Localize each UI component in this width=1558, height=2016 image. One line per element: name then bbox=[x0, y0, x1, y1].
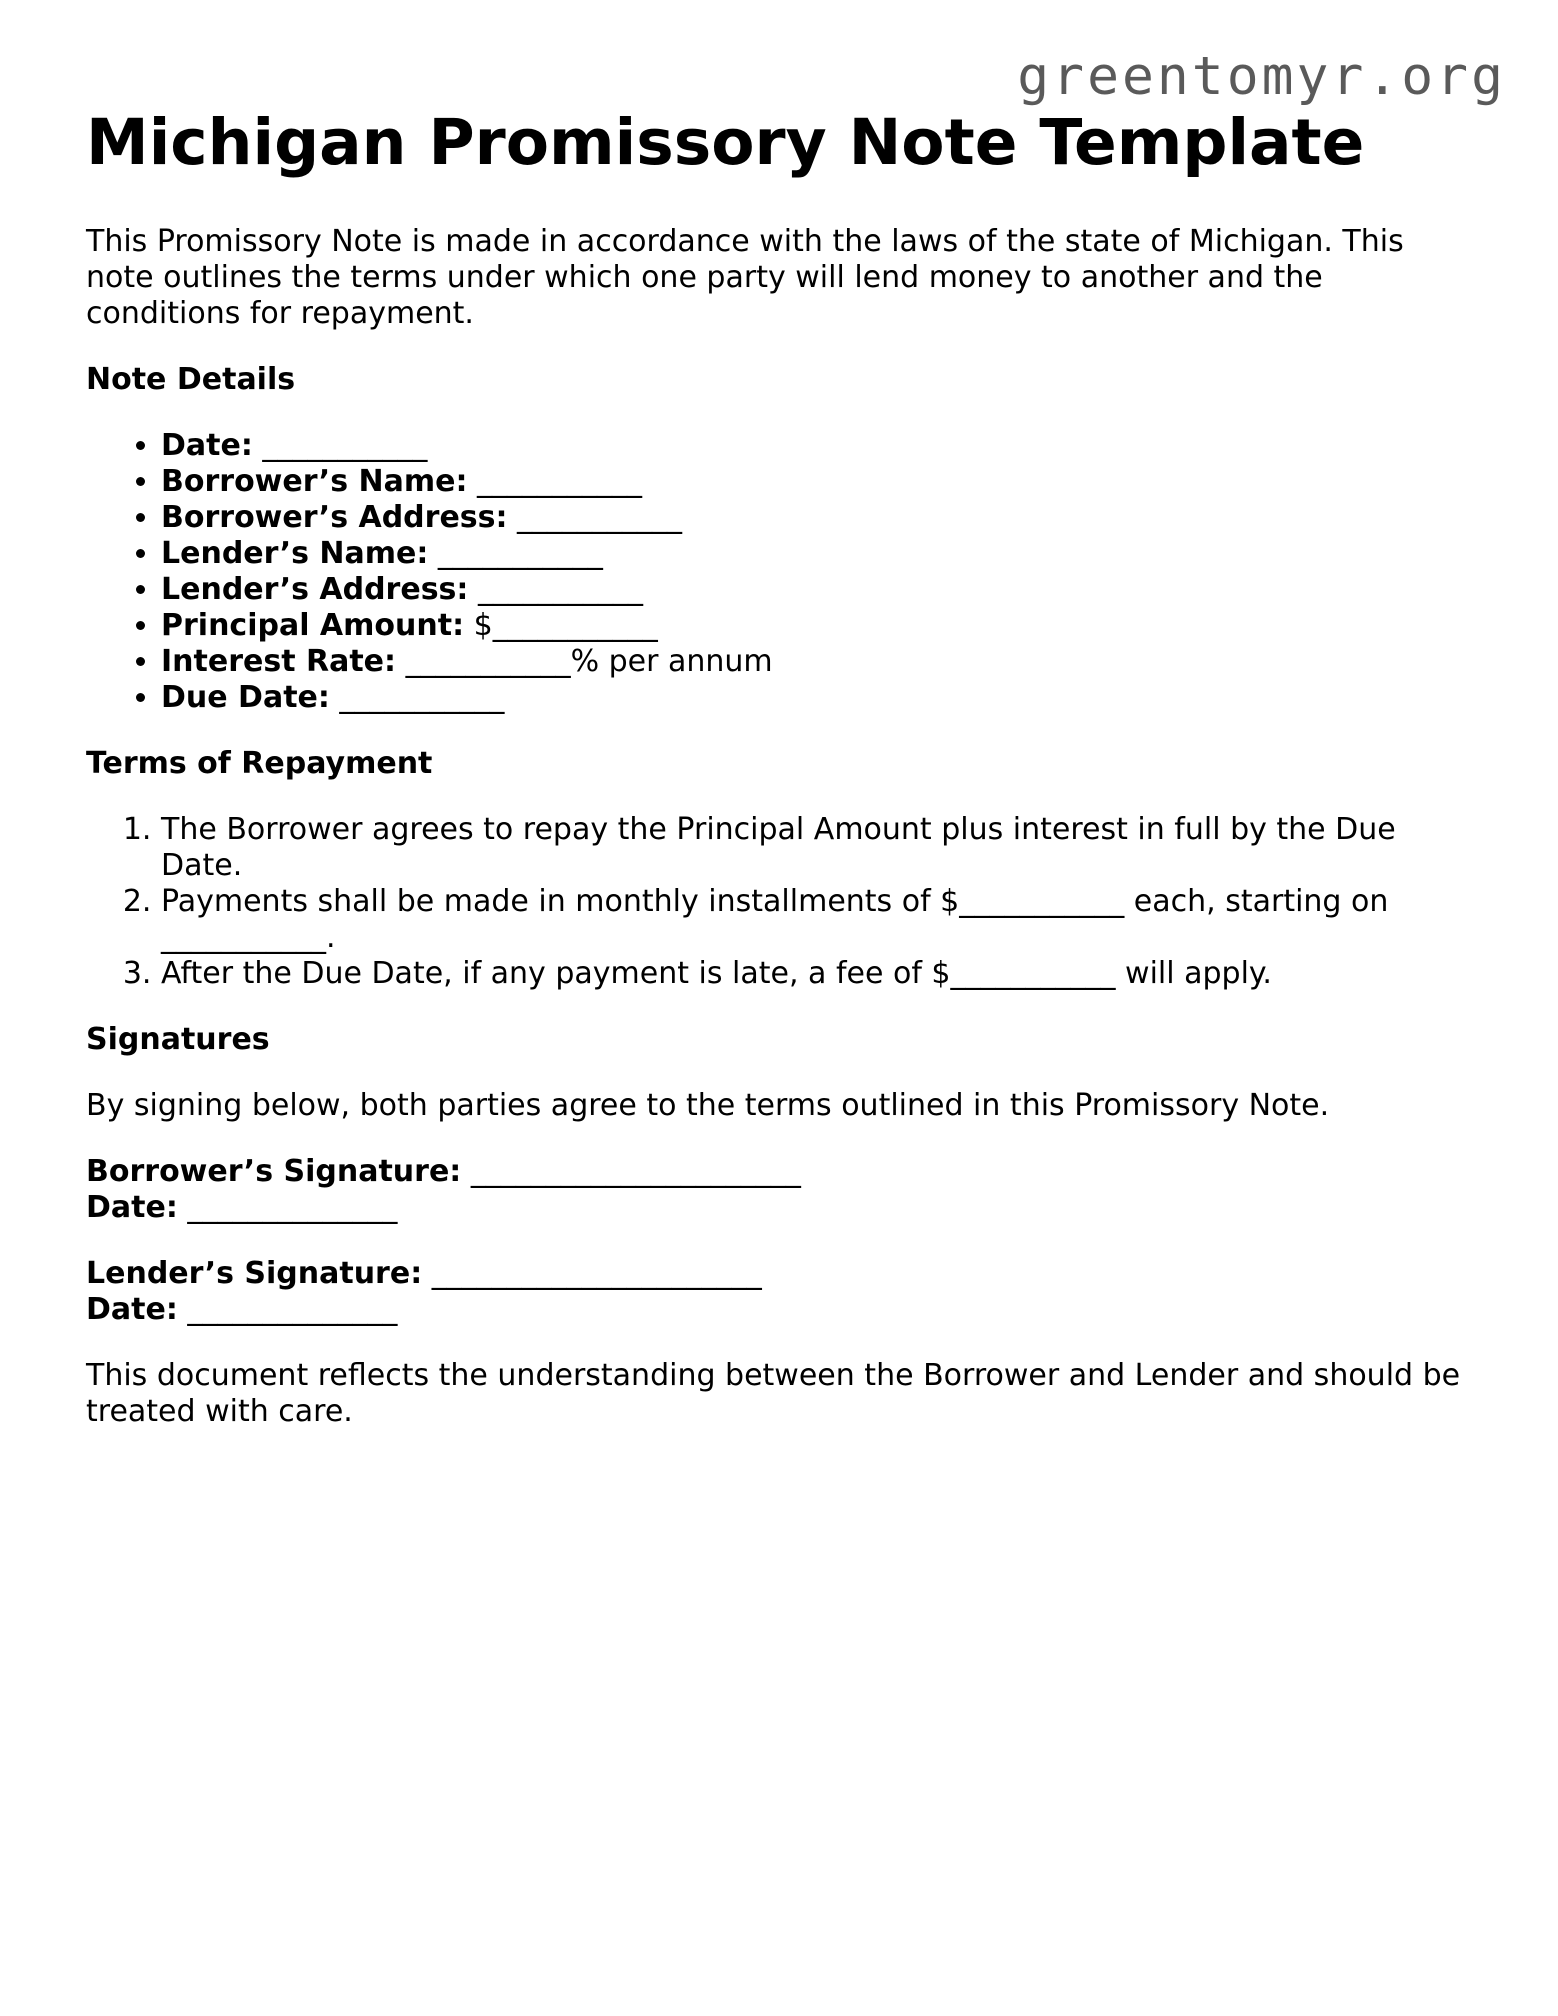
document-body bbox=[86, 102, 1486, 1460]
field-label: Principal Amount: bbox=[161, 608, 465, 643]
borrower-signature-field[interactable]: ______________________ bbox=[461, 1154, 801, 1189]
field-label: Date: bbox=[161, 428, 253, 463]
list-item-lender-name bbox=[161, 536, 1486, 572]
lender-signature-block bbox=[86, 1256, 1486, 1328]
signatures-statement: By signing below, both parties agree to the terms outlined in this Promissory Note. bbox=[86, 1088, 1330, 1123]
blank-field[interactable]: ___________ bbox=[329, 680, 505, 715]
list-item-due-date bbox=[161, 680, 1486, 716]
field-label: Lender’s Address: bbox=[161, 572, 469, 607]
lender-signature-field[interactable]: ______________________ bbox=[422, 1256, 762, 1291]
list-item-principal-amount bbox=[161, 608, 1486, 644]
borrower-date-field[interactable]: ______________ bbox=[177, 1190, 398, 1225]
borrower-signature-label: Borrower’s Signature: bbox=[86, 1154, 462, 1189]
lender-signature-label: Lender’s Signature: bbox=[86, 1256, 423, 1291]
borrower-date-line bbox=[86, 1190, 1486, 1226]
borrower-date-label: Date: bbox=[86, 1190, 178, 1225]
note-details-heading: Note Details bbox=[86, 362, 296, 397]
borrower-signature-line bbox=[86, 1154, 1486, 1190]
document-title: Michigan Promissory Note Template bbox=[86, 106, 1365, 179]
field-label: Lender’s Name: bbox=[161, 536, 429, 571]
field-label: Due Date: bbox=[161, 680, 330, 715]
field-label: Interest Rate: bbox=[161, 644, 397, 679]
borrower-signature-block bbox=[86, 1154, 1486, 1226]
blank-field[interactable]: ___________ bbox=[252, 428, 428, 463]
list-item-borrower-name bbox=[161, 464, 1486, 500]
terms-list bbox=[86, 812, 1486, 992]
blank-field[interactable]: $___________ bbox=[464, 608, 658, 643]
blank-field[interactable]: ___________ bbox=[507, 500, 683, 535]
signatures-heading: Signatures bbox=[86, 1022, 270, 1057]
lender-date-field[interactable]: ______________ bbox=[177, 1292, 398, 1327]
field-label: Borrower’s Name: bbox=[161, 464, 468, 499]
list-item-interest-rate bbox=[161, 644, 1486, 680]
term-item: 2. Payments shall be made in monthly installments of $___________ each, starting on ___________. bbox=[161, 884, 1486, 956]
intro-paragraph: This Promissory Note is made in accordance with the laws of the state of Michigan. This note outlines the terms under which one party will lend money to another and the conditions for repayment. bbox=[86, 224, 1404, 331]
lender-date-line bbox=[86, 1292, 1486, 1328]
note-details-list bbox=[86, 428, 1486, 716]
field-label: Borrower’s Address: bbox=[161, 500, 508, 535]
lender-date-label: Date: bbox=[86, 1292, 178, 1327]
terms-heading: Terms of Repayment bbox=[86, 746, 433, 781]
site-watermark: greentomyr.org bbox=[1017, 46, 1506, 107]
blank-field[interactable]: ___________% per annum bbox=[396, 644, 773, 679]
blank-field[interactable]: ___________ bbox=[468, 572, 643, 607]
list-item-lender-address bbox=[161, 572, 1486, 608]
blank-field[interactable]: ___________ bbox=[467, 464, 642, 499]
term-item: 1. The Borrower agrees to repay the Principal Amount plus interest in full by the Due Date. bbox=[161, 812, 1486, 884]
list-item-date bbox=[161, 428, 1486, 464]
list-item-borrower-address bbox=[161, 500, 1486, 536]
closing-paragraph: This document reflects the understanding between the Borrower and Lender and should be treated with care. bbox=[86, 1358, 1461, 1429]
term-item: 3. After the Due Date, if any payment is late, a fee of $___________ will apply. bbox=[161, 956, 1486, 992]
lender-signature-line bbox=[86, 1256, 1486, 1292]
blank-field[interactable]: ___________ bbox=[428, 536, 603, 571]
